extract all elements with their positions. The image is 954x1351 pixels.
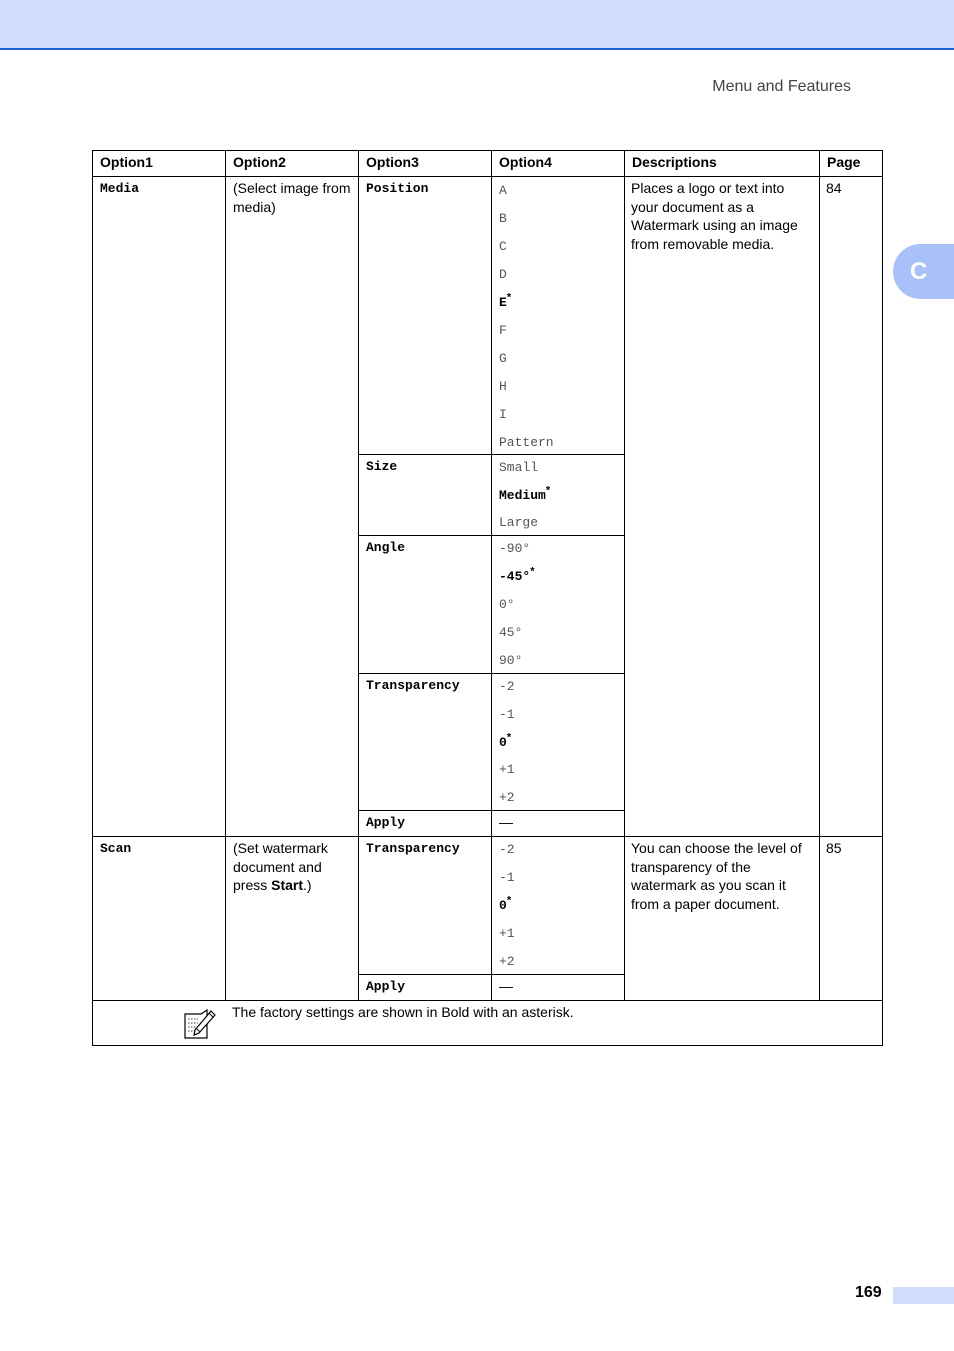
header-option4: Option4 — [491, 150, 625, 177]
option3-apply: Apply — [358, 810, 492, 837]
option4-value: G — [499, 351, 507, 366]
option4-value: E* — [499, 291, 512, 310]
option2-scan-pre: (Set watermark document and press — [233, 840, 328, 893]
option3-angle: Angle — [358, 535, 492, 674]
page-number: 169 — [855, 1284, 882, 1301]
option4-scan-transparency — [491, 836, 625, 975]
option4-scan-apply: — — [491, 974, 625, 1001]
option4-value: 90° — [499, 653, 523, 668]
option4-value: +1 — [499, 926, 515, 941]
option4-value: D — [499, 267, 507, 282]
option4-value: Medium* — [499, 484, 551, 503]
option4-value: B — [499, 211, 507, 226]
option4-value: Large — [499, 515, 539, 530]
option4-value: +2 — [499, 790, 515, 806]
option4-value: 0° — [499, 597, 515, 612]
option4-value: +2 — [499, 954, 515, 969]
option3-size: Size — [358, 454, 492, 536]
option4-value: A — [499, 183, 507, 198]
option4-value: -90° — [499, 541, 531, 556]
header-descriptions: Descriptions — [624, 150, 820, 177]
option3-scan-transparency: Transparency — [358, 836, 492, 975]
note-text: The factory settings are shown in Bold with an asterisk. — [232, 1004, 574, 1020]
start-key-label: Start — [271, 877, 304, 893]
default-asterisk: * — [506, 291, 512, 304]
header-option1: Option1 — [92, 150, 226, 177]
option1-media: Media — [92, 176, 226, 837]
page-number-bar — [893, 1287, 954, 1304]
option4-value: -1 — [499, 870, 515, 885]
option3-position: Position — [358, 176, 492, 455]
chapter-tab[interactable]: C — [893, 244, 954, 299]
option1-scan: Scan — [92, 836, 226, 1001]
option4-value: -1 — [499, 706, 515, 722]
option4-angle — [491, 535, 625, 674]
option4-size — [491, 454, 625, 536]
page-ref-media: 84 — [819, 176, 883, 837]
option3-transparency: Transparency — [358, 673, 492, 811]
option4-value: Pattern — [499, 435, 554, 450]
option4-value: -2 — [499, 842, 515, 857]
default-asterisk: * — [506, 894, 512, 907]
option4-value: 0* — [499, 731, 512, 750]
page-ref-scan: 85 — [819, 836, 883, 1001]
default-asterisk: * — [506, 731, 512, 744]
option4-value: Small — [499, 460, 539, 475]
header-option3: Option3 — [358, 150, 492, 177]
option4-value: H — [499, 379, 507, 394]
option4-value: 45° — [499, 625, 523, 640]
option4-value: I — [499, 407, 507, 422]
description-scan: You can choose the level of transparency of the watermark as you scan it from a paper document. — [624, 836, 820, 1001]
header-option2: Option2 — [225, 150, 359, 177]
section-title: Menu and Features — [712, 78, 851, 95]
description-media: Places a logo or text into your document as a Watermark using an image from removable media. — [624, 176, 820, 837]
option4-position — [491, 176, 625, 455]
option4-value: 0* — [499, 894, 512, 913]
default-asterisk: * — [545, 484, 551, 497]
option4-value: C — [499, 239, 507, 254]
option3-scan-apply: Apply — [358, 974, 492, 1001]
option4-value: -45°* — [499, 565, 535, 584]
option4-transparency — [491, 673, 625, 811]
option2-scan — [225, 836, 359, 1001]
option4-value: +1 — [499, 762, 515, 778]
option4-apply: — — [491, 810, 625, 837]
header-page: Page — [819, 150, 883, 177]
note-pencil-icon — [183, 1008, 217, 1040]
default-asterisk: * — [530, 565, 535, 578]
option4-value: -2 — [499, 679, 515, 694]
option4-value: F — [499, 323, 507, 338]
top-banner — [0, 0, 954, 50]
option2-media: (Select image from media) — [225, 176, 359, 837]
option2-scan-post: .) — [303, 877, 312, 893]
